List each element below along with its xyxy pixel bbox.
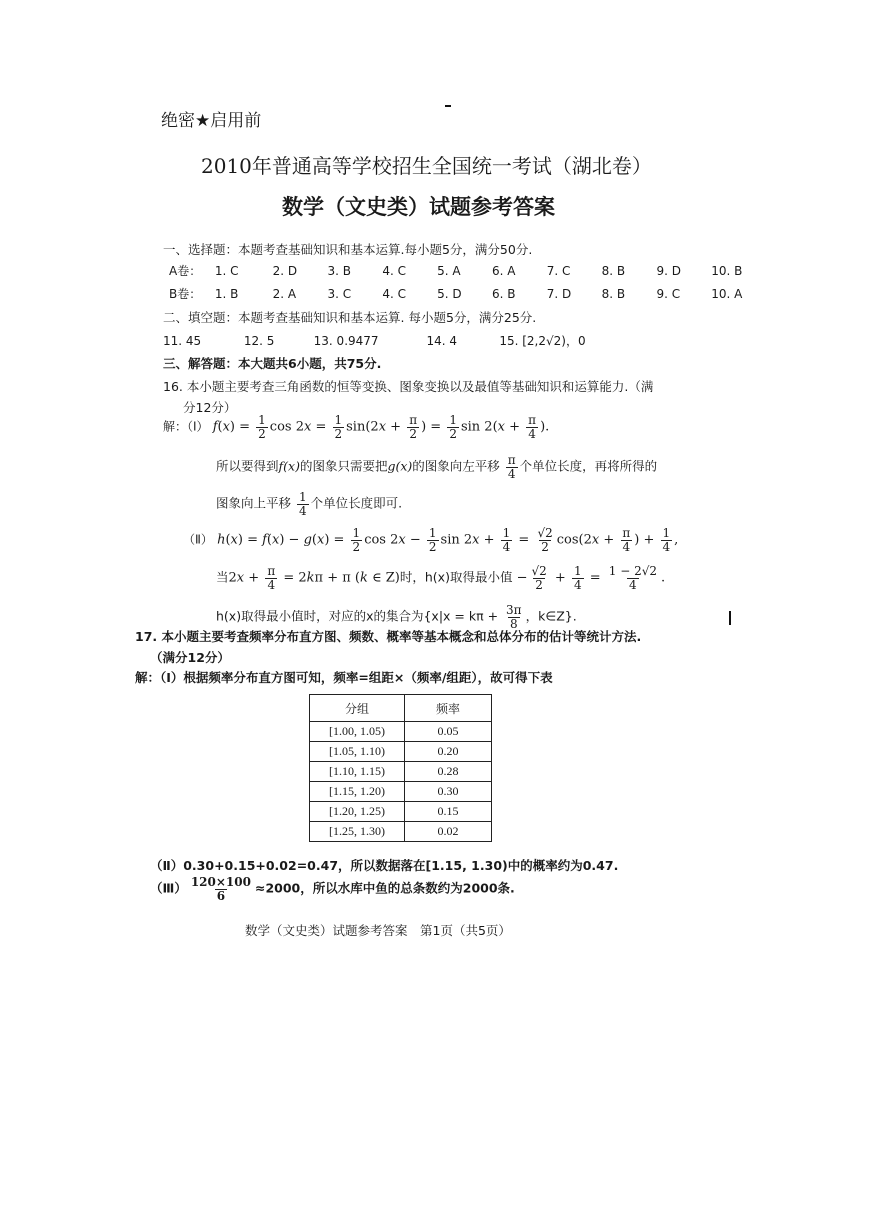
scan-mark-right: [729, 611, 731, 625]
fill-answer: 13. 0.9477: [313, 334, 379, 348]
fill-answer: 15. [2,2√2)，0: [499, 334, 586, 348]
answer: 7. C: [546, 264, 571, 278]
answer: 8. B: [601, 264, 626, 278]
answer: 10. A: [711, 287, 743, 301]
part3-label: （Ⅲ）: [150, 880, 187, 896]
q17-part2: （Ⅱ）0.30+0.15+0.02=0.47，所以数据落在[1.15, 1.30)中的概率约为0.47.: [150, 858, 619, 873]
answer: 10. B: [711, 264, 743, 278]
q16-heading-line2: 分12分）: [183, 400, 237, 415]
up-text-a: 图象向上平移: [216, 495, 292, 511]
secret-label: 绝密★启用前: [161, 111, 262, 131]
answer: 2. A: [272, 287, 297, 301]
q17-heading-line1: 17. 本小题主要考查频率分布直方图、频数、概率等基本概念和总体分布的估计等统计方法.: [135, 629, 642, 644]
answer: 9. C: [656, 287, 681, 301]
answer: 3. C: [327, 287, 352, 301]
table-header: 频率: [405, 695, 492, 722]
page-footer: 数学（文史类）试题参考答案 第1页（共5页）: [245, 923, 511, 938]
rowB-label: B卷：: [169, 287, 202, 301]
scan-mark-top: [445, 105, 451, 107]
page-subtitle: 数学（文史类）试题参考答案: [282, 195, 555, 219]
fill-answer: 11. 45: [163, 334, 202, 348]
part3-denominator: 6: [216, 888, 226, 903]
answer: 3. B: [327, 264, 351, 278]
frequency-table: [309, 694, 492, 842]
q16-part2-formula: （Ⅱ） h(x) = f(x) − g(x) = $\frac{1}{2}$ cos 2x − $\frac{1}{2}$ sin 2x + $\frac{1}{4}$ = $\frac{√2}{2}$ cos(2x + $\frac{\pi}{4}$ ) + $\frac{1}{4}$ ,: [183, 526, 679, 554]
shift-fx: f(x): [278, 458, 300, 474]
table-cell-group: [1.25, 1.30): [310, 822, 405, 842]
table-cell-freq: 0.20: [405, 742, 492, 762]
table-header-row: [310, 695, 492, 722]
table-cell-freq: 0.15: [405, 802, 492, 822]
answer: 6. B: [491, 287, 516, 301]
part3-numerator: 120×100: [190, 875, 251, 889]
q17-heading-line2: （满分12分）: [150, 650, 230, 665]
q16-part2-label: （Ⅱ）: [183, 532, 213, 547]
q16-heading-line1: 16. 本小题主要考查三角函数的恒等变换、图象变换以及最值等基础知识和运算能力.（满: [163, 379, 654, 394]
answer: 5. A: [437, 264, 461, 278]
table-cell-group: [1.10, 1.15): [310, 762, 405, 782]
shift-text-c: 的图象向左平移: [412, 458, 500, 474]
table-row: [310, 742, 492, 762]
shift-text-b: 的图象只需要把: [299, 458, 388, 474]
set-text: h(x)取得最小值时，对应的x的集合为{x|x = kπ +: [216, 608, 503, 624]
page-title: 2010年普通高等学校招生全国统一考试（湖北卷）: [201, 154, 652, 178]
q16-sol-label: 解：（Ⅰ）: [163, 419, 209, 434]
table-row: [310, 802, 492, 822]
section1-heading: 一、选择题：本题考查基础知识和基本运算.每小题5分，满分50分.: [163, 242, 533, 257]
table-row: [310, 762, 492, 782]
fill-answer: 14. 4: [426, 334, 458, 348]
q16-up-line: 图象向上平移 $\frac{1}{4}$ 个单位长度即可.: [216, 490, 403, 518]
part3-text: ≈2000，所以水库中鱼的总条数约为2000条.: [254, 880, 515, 896]
table-cell-freq: 0.30: [405, 782, 492, 802]
table-row: [310, 822, 492, 842]
q17-solution-line: 解：（Ⅰ）根据频率分布直方图可知，频率=组距×（频率/组距），故可得下表: [135, 670, 553, 685]
table-cell-group: [1.05, 1.10): [310, 742, 405, 762]
when-text: 当: [216, 569, 229, 585]
min-text: 时，h(x)取得最小值: [399, 569, 513, 585]
rowB: [169, 285, 755, 302]
set-text-end: ，k∈Z}.: [525, 608, 577, 624]
section2-heading: 二、填空题：本题考查基础知识和基本运算. 每小题5分，满分25分.: [163, 310, 537, 325]
answer: 2. D: [272, 264, 298, 278]
shift-text-a: 所以要得到: [216, 458, 279, 474]
q16-min-line: 当2x + $\frac{\pi}{4}$ = 2kπ + π (k ∈ Z)时，h(x)取得最小值 − $\frac{√2}{2}$ + $\frac{1}{4}$ = $\frac{1 - 2√2}{4}$ .: [216, 564, 666, 592]
answer: 4. C: [382, 264, 406, 278]
answer: 1. C: [214, 264, 239, 278]
answer: 4. C: [382, 287, 406, 301]
answer: 8. B: [601, 287, 626, 301]
answer: 9. D: [656, 264, 681, 278]
rowA: [169, 262, 755, 279]
section3-heading: 三、解答题：本大题共6小题，共75分.: [163, 356, 382, 371]
q17-part3: [150, 876, 515, 902]
shift-gx: g(x): [387, 458, 413, 474]
table-cell-freq: 0.28: [405, 762, 492, 782]
table-row: [310, 722, 492, 742]
table-row: [310, 782, 492, 802]
fill-answer: 12. 5: [243, 334, 275, 348]
q16-set-line: h(x)取得最小值时，对应的x的集合为{x|x = kπ + $\frac{3\pi}{8}$ ，k∈Z}.: [216, 603, 577, 631]
shift-text-d: 个单位长度，再将所得的: [519, 458, 658, 474]
answer: 5. D: [437, 287, 462, 301]
q16-shift-line: 所以要得到f(x)的图象只需要把g(x)的图象向左平移 $\frac{\pi}{4}$ 个单位长度，再将所得的: [216, 453, 658, 481]
answer: 6. A: [491, 264, 516, 278]
table-cell-freq: 0.05: [405, 722, 492, 742]
fill-answers: [163, 332, 609, 349]
table-cell-freq: 0.02: [405, 822, 492, 842]
table-cell-group: [1.00, 1.05): [310, 722, 405, 742]
table-cell-group: [1.20, 1.25): [310, 802, 405, 822]
table-cell-group: [1.15, 1.20): [310, 782, 405, 802]
answer: 7. D: [546, 287, 572, 301]
q16-part1-formula: 解：（Ⅰ） f(x) = $\frac{1}{2}$ cos 2x = $\frac{1}{2}$ sin(2x + $\frac{\pi}{2}$ ) = $\frac{1}{2}$ sin 2(x + $\frac{\pi}{4}$ ).: [163, 413, 550, 441]
answer: 1. B: [214, 287, 239, 301]
table-header: 分组: [310, 695, 405, 722]
rowA-label: A卷：: [169, 264, 202, 278]
up-text-b: 个单位长度即可.: [310, 495, 403, 511]
